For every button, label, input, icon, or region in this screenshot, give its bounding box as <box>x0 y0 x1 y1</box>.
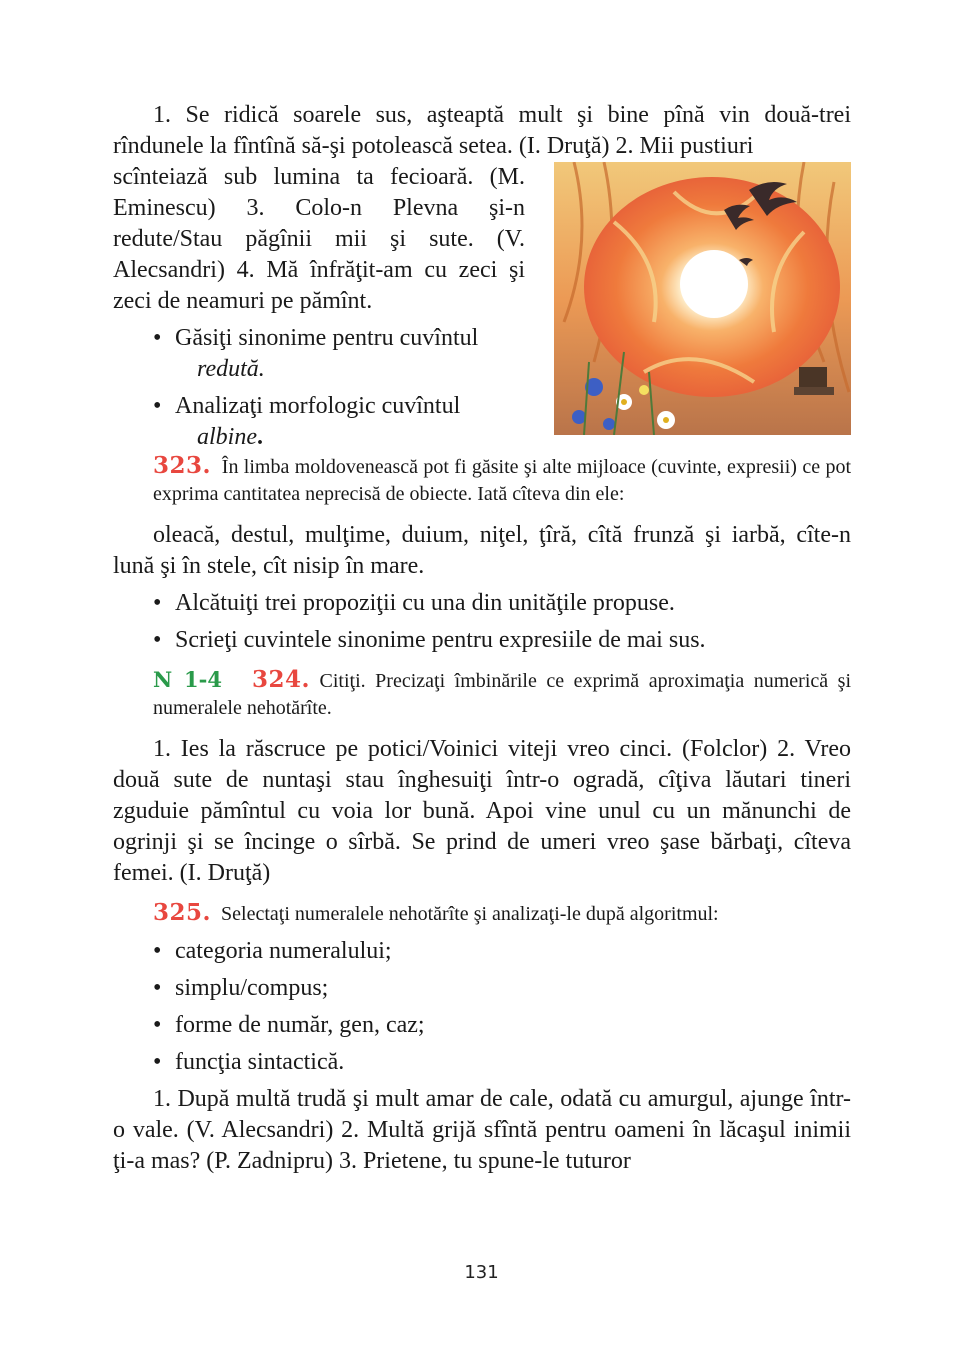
ex323-number: 323. <box>153 452 212 479</box>
ex325-body: 1. După multă trudă şi mult amar de cale, odată cu amurgul, ajunge într-o vale. (V. Alecsandri) 2. Multă grijă sfîntă pentru oameni în lăcaşul inimii ţi-a mas? (P. Zadnipru) 3. Prietene, tu spune-le tuturor <box>113 1086 851 1174</box>
ex323-prompt <box>113 452 851 508</box>
ex322-line1: 1. Se ridică soarele sus, aşteaptă mult şi bine pînă vin două-trei rîndunele la fîntînă să-şi potolească setea. (I. Druţă) 2. Mii pustiuri <box>113 102 851 159</box>
ex322-task1-text: Găsiţi sinonime pentru cuvîntul <box>175 325 479 351</box>
ex322-float-text: scînteiază sub lumina ta fecioară. (M. Eminescu) 3. Colo-n Plevna şi-n redute/Stau păgînii mii şi sute. (V. Alecsandri) 4. Mă înfrăţit-am cu zeci şi zeci de neamuri pe pămînt. <box>113 164 525 314</box>
ex323-examples: oleacă, destul, mulţime, duium, niţel, ţîră, cîtă frunză şi iarbă, cîte-n lună şi în stele, cît nisip în mare. <box>113 522 851 579</box>
ex322-task2-word: albine <box>197 424 257 450</box>
ex322-task1-word: redută. <box>197 356 265 382</box>
ex322-task2-word-wrap <box>175 422 525 453</box>
ex323-task: • Scrieţi cuvintele sinonime pentru expresiile de mai sus. <box>153 625 851 656</box>
algorithm-step: • funcţia sintactică. <box>153 1047 851 1078</box>
ex322-float-text-column <box>113 162 525 459</box>
algorithm-step: • categoria numeralului; <box>153 936 851 967</box>
algorithm-step: • simplu/compus; <box>153 973 851 1004</box>
ex322-task1 <box>153 323 525 385</box>
algorithm-step: • forme de număr, gen, caz; <box>153 1010 851 1041</box>
ex323-task: • Alcătuiţi trei propoziţii cu una din unităţile propuse. <box>153 588 851 619</box>
sun-swallows-illustration <box>554 162 851 435</box>
ex324-body: 1. Ies la răscruce pe potici/Voinici viteji vreo cinci. (Folclor) 2. Vreo două sute de nuntaşi stau înghesuiţi într-o ogradă, cîţiva lăutari tineri zguduie pămîntul cu voia lor bună. Apoi vine unul cu un mănunchi de ogrinji şi se încinge o sîrbă. Se prind de umeri vreo şase bărbaţi, cîteva femei. (I. Druţă) <box>113 736 851 886</box>
ex325-text: Selectaţi numeralele nehotărîte şi analizaţi-le după algoritmul: <box>221 903 719 925</box>
ex322-task2-period: . <box>257 424 263 450</box>
ex325-prompt <box>113 899 851 928</box>
ex325-number: 325. <box>153 899 212 926</box>
ex322-task2 <box>153 391 525 453</box>
ex323-text: În limba moldovenească pot fi găsite şi alte mijloace (cuvinte, expresii) ce pot exprima cantitatea neprecisă de obiecte. Iată cîteva din ele: <box>153 456 851 505</box>
textbook-page <box>113 100 851 1177</box>
ex322-tasks <box>113 323 525 453</box>
ex324-prompt <box>113 666 851 722</box>
ex324-tag: N 1-4 <box>153 667 222 692</box>
ex322-task2-text: Analizaţi morfologic cuvîntul <box>175 393 461 419</box>
ex324-text: Citiţi. Precizaţi îmbinările ce exprimă aproximaţia numerică şi numeralele nehotărîte. <box>153 670 852 719</box>
ex324-number: 324. <box>251 666 310 693</box>
ex323-tasks <box>113 588 851 656</box>
ex322-float-block <box>113 162 851 450</box>
ex325-algorithm <box>113 936 851 1078</box>
page-number: 131 <box>464 1262 499 1283</box>
